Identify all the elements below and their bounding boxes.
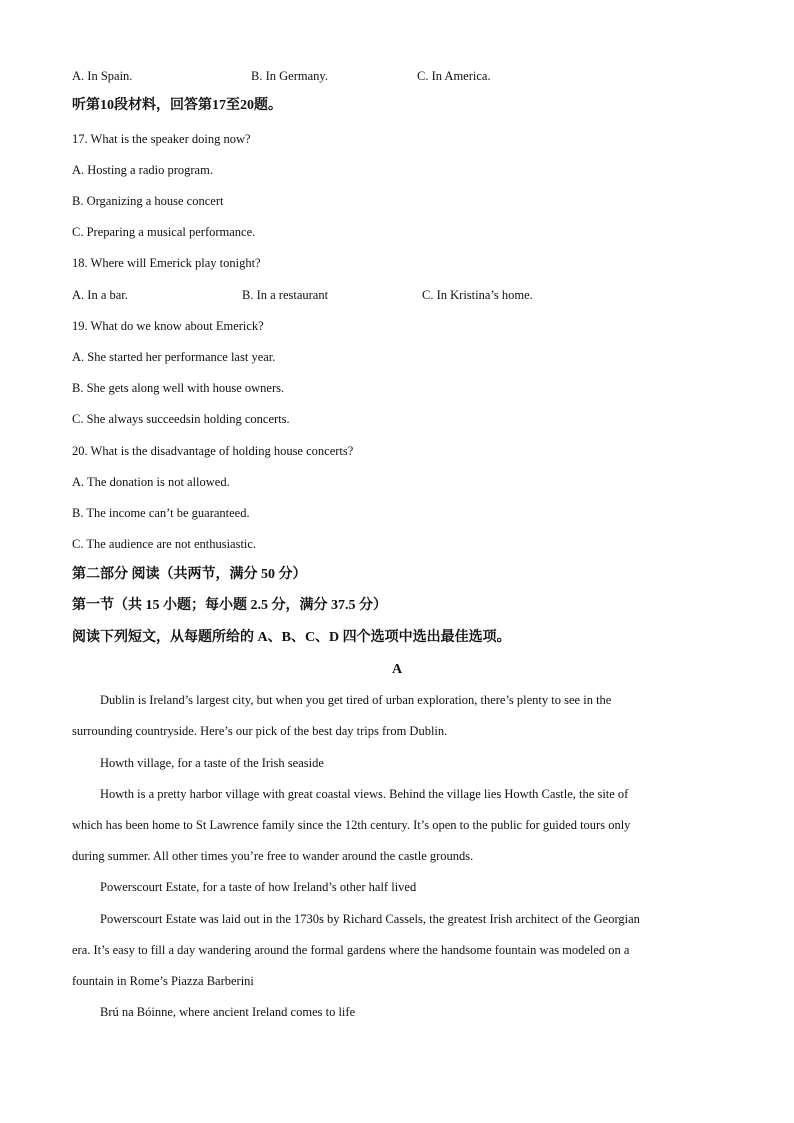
q19-option-a: A. She started her performance last year. <box>72 350 276 364</box>
passage-line: which has been home to St Lawrence family since the 12th century. It’s open to the public for guided tours only <box>72 818 631 832</box>
section-1-header: 第一节（共 15 小题；每小题 2.5 分，满分 37.5 分） <box>72 598 387 613</box>
passage-line: fountain in Rome’s Piazza Barberini <box>72 974 254 988</box>
passage-subheading: Powerscourt Estate, for a taste of how Ireland’s other half lived <box>100 880 417 894</box>
reading-instruction: 阅读下列短文，从每题所给的 A、B、C、D 四个选项中选出最佳选项。 <box>72 630 511 645</box>
q20-option-a: A. The donation is not allowed. <box>72 475 230 489</box>
q17-question: 17. What is the speaker doing now? <box>72 132 251 146</box>
passage-line: surrounding countryside. Here’s our pick of the best day trips from Dublin. <box>72 724 448 738</box>
q19-question: 19. What do we know about Emerick? <box>72 319 264 333</box>
passage-subheading: Brú na Bóinne, where ancient Ireland comes to life <box>100 1005 356 1019</box>
passage-line: Howth is a pretty harbor village with great coastal views. Behind the village lies Howth Castle, the site of <box>100 787 629 801</box>
q17-option-b: B. Organizing a house concert <box>72 194 224 208</box>
q16-option-c: C. In America. <box>417 69 491 83</box>
passage-line: era. It’s easy to fill a day wandering around the formal gardens where the handsome fountain was modeled on a <box>72 943 630 957</box>
q20-question: 20. What is the disadvantage of holding house concerts? <box>72 444 354 458</box>
q20-option-b: B. The income can’t be guaranteed. <box>72 506 250 520</box>
passage-line: Powerscourt Estate was laid out in the 1730s by Richard Cassels, the greatest Irish architect of the Georgian <box>100 912 640 926</box>
q20-option-c: C. The audience are not enthusiastic. <box>72 537 257 551</box>
q19-option-c: C. She always succeedsin holding concerts. <box>72 412 290 426</box>
passage-subheading: Howth village, for a taste of the Irish seaside <box>100 756 324 770</box>
q16-option-b: B. In Germany. <box>251 69 328 83</box>
part-2-header: 第二部分 阅读（共两节，满分 50 分） <box>72 567 307 582</box>
q16-option-a: A. In Spain. <box>72 69 133 83</box>
q17-option-a: A. Hosting a radio program. <box>72 163 213 177</box>
passage-line: during summer. All other times you’re free to wander around the castle grounds. <box>72 849 474 863</box>
q18-option-a: A. In a bar. <box>72 288 128 302</box>
section-10-header: 听第10段材料，回答第17至20题。 <box>72 98 282 113</box>
q19-option-b: B. She gets along well with house owners. <box>72 381 285 395</box>
q18-question: 18. Where will Emerick play tonight? <box>72 256 261 270</box>
q17-option-c: C. Preparing a musical performance. <box>72 225 256 239</box>
q18-option-b: B. In a restaurant <box>242 288 329 302</box>
passage-label: A <box>391 662 403 677</box>
q18-option-c: C. In Kristina’s home. <box>422 288 533 302</box>
passage-line: Dublin is Ireland’s largest city, but when you get tired of urban exploration, there’s plenty to see in the <box>100 693 612 707</box>
